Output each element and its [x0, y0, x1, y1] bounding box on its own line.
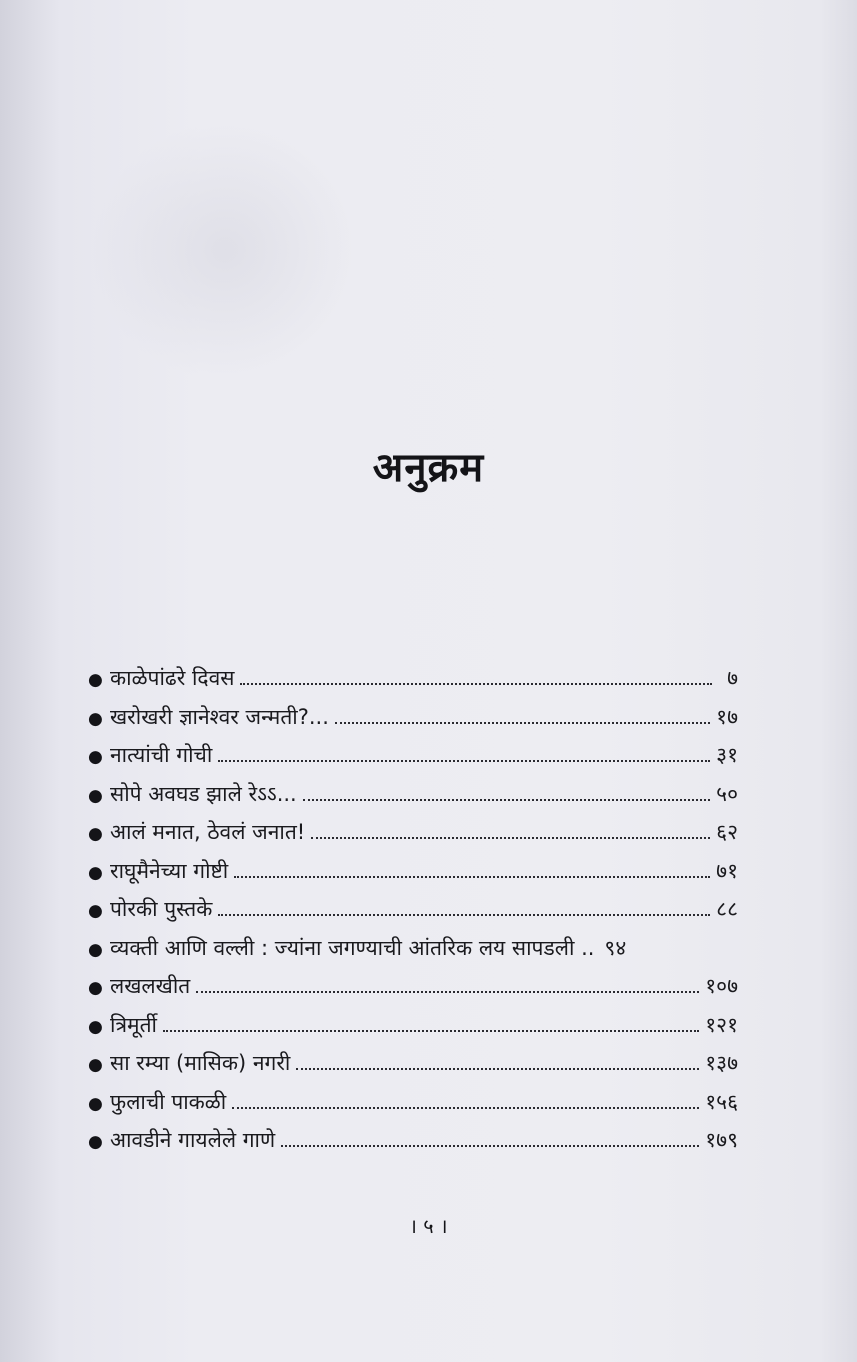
- dot-leader: [218, 760, 710, 762]
- toc-entry: [88, 1126, 738, 1165]
- toc-entry-title: आलं मनात, ठेवलं जनात!: [110, 820, 306, 844]
- bullet-icon: ●: [88, 670, 103, 690]
- toc-entry-title: लखलखीत: [110, 974, 191, 998]
- bullet-icon: ●: [88, 978, 103, 998]
- dot-leader: [163, 1030, 699, 1032]
- toc-entry-page: ८८: [716, 897, 738, 921]
- toc-entry: [88, 895, 738, 934]
- toc-entry-page: ५०: [716, 781, 738, 806]
- dot-leader: [232, 1107, 699, 1109]
- toc-entry: [88, 1088, 738, 1127]
- page-number: । ५ ।: [409, 1214, 448, 1238]
- toc-entry: [88, 664, 738, 703]
- bullet-icon: ●: [88, 862, 103, 883]
- toc-entry-page: १२१: [705, 1012, 738, 1037]
- toc-entry: [88, 703, 738, 742]
- dot-leader: [240, 683, 712, 685]
- dot-leader: [296, 1068, 699, 1070]
- toc-entry-page: ३१: [716, 743, 738, 767]
- toc-entry-title: सा रम्या (मासिक) नगरी: [110, 1051, 291, 1075]
- dot-leader: [303, 799, 710, 801]
- toc-entry-title: काळेपांढरे दिवस: [110, 666, 235, 690]
- toc-entry-title: व्यक्ती आणि वल्ली : ज्यांना जगण्याची आंतरिक लय सापडली ..: [110, 935, 595, 960]
- dot-leader: [218, 914, 710, 916]
- toc-entry: [88, 972, 738, 1011]
- toc-entry-page: १३७: [705, 1051, 738, 1075]
- dot-leader: [311, 837, 710, 839]
- toc-entry-title: नात्यांची गोची: [110, 743, 213, 767]
- toc-entry-title: पोरकी पुस्तके: [110, 897, 213, 921]
- page-title: अनुक्रम: [372, 445, 485, 491]
- table-of-contents: [88, 664, 738, 1165]
- toc-entry-title: आवडीने गायलेले गाणे: [110, 1128, 276, 1152]
- toc-entry: [88, 1011, 738, 1050]
- bullet-icon: ●: [88, 1093, 103, 1114]
- toc-entry: [88, 1049, 738, 1088]
- dot-leader: [234, 876, 710, 878]
- toc-entry-page: १७: [716, 704, 738, 729]
- bullet-icon: ●: [88, 1016, 103, 1037]
- bullet-icon: ●: [88, 901, 103, 921]
- dot-leader: [196, 991, 699, 993]
- toc-entry-page: १०७: [705, 974, 738, 998]
- show-through-image: [66, 95, 384, 405]
- toc-entry-title: सोपे अवघड झाले रेऽऽ...: [110, 781, 297, 806]
- toc-entry-title: खरोखरी ज्ञानेश्वर जन्मती?...: [110, 704, 329, 729]
- toc-entry-page: ६२: [716, 820, 738, 844]
- dot-leader: [281, 1145, 699, 1147]
- bullet-icon: ●: [88, 939, 103, 960]
- bullet-icon: ●: [88, 708, 103, 729]
- toc-entry: [88, 857, 738, 896]
- toc-entry-title: त्रिमूर्ती: [110, 1012, 157, 1037]
- bullet-icon: ●: [88, 824, 103, 844]
- toc-entry-title: फुलाची पाकळी: [110, 1089, 227, 1114]
- toc-entry-page: ७: [727, 666, 738, 690]
- toc-entry: [88, 780, 738, 819]
- toc-entry-title: राघूमैनेच्या गोष्टी: [110, 858, 229, 883]
- dot-leader: [335, 722, 710, 724]
- toc-entry-page: १७९: [705, 1128, 738, 1152]
- bullet-icon: ●: [88, 1132, 103, 1152]
- bullet-icon: ●: [88, 785, 103, 806]
- toc-entry-page: १५६: [705, 1089, 738, 1114]
- toc-entry-page: ९४: [604, 935, 627, 960]
- toc-entry-page: ७१: [716, 858, 738, 883]
- bullet-icon: ●: [88, 747, 103, 767]
- toc-entry: [88, 934, 738, 973]
- toc-entry: [88, 818, 738, 857]
- bullet-icon: ●: [88, 1055, 103, 1075]
- toc-entry: [88, 741, 738, 780]
